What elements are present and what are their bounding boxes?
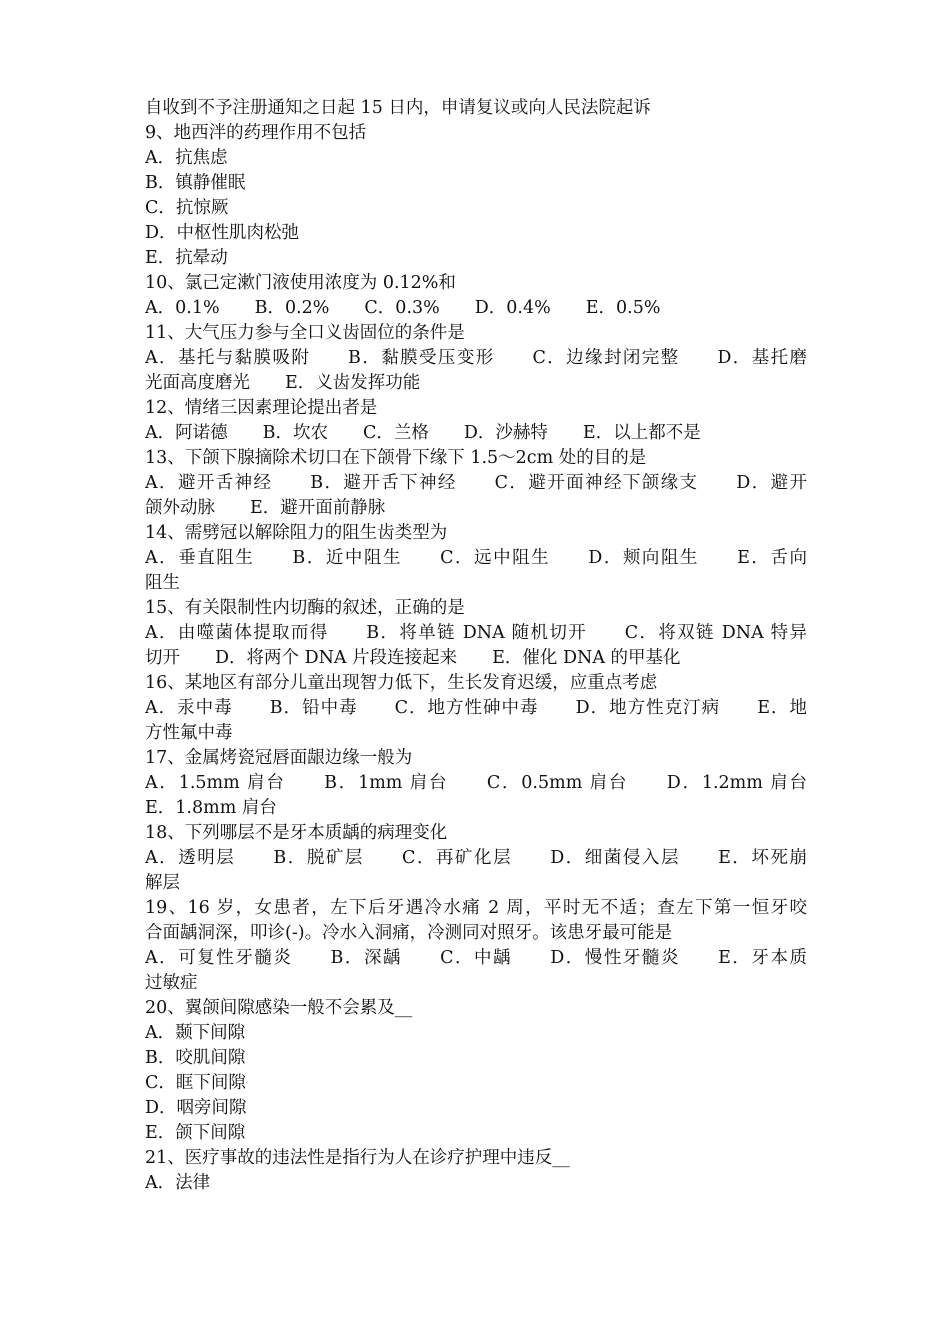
option-line: 解层 [145,873,180,893]
option-line: C．抗惊厥 [145,198,229,218]
option-line: 阻生 [145,573,180,593]
option-line: B．镇静催眠 [145,173,246,193]
question-17: 17、金属烤瓷冠唇面龈边缘一般为 [145,748,413,768]
option-line: E．1.8mm 肩台 [145,798,277,818]
option-line: A．避开舌神经 B．避开舌下神经 C．避开面神经下颌缘支 D．避开 [145,473,807,493]
option-line: A．1.5mm 肩台 B．1mm 肩台 C．0.5mm 肩台 D．1.2mm 肩台 [145,773,807,793]
option-line: 切开 D．将两个 DNA 片段连接起来 E．催化 DNA 的甲基化 [145,648,681,668]
option-line: E．颌下间隙 [145,1123,246,1143]
question-14: 14、需劈冠以解除阻力的阻生齿类型为 [145,523,448,543]
option-line: A．汞中毒 B．铅中毒 C．地方性砷中毒 D．地方性克汀病 E．地 [145,698,807,718]
option-line: E．抗晕动 [145,248,228,268]
option-line: A．可复性牙髓炎 B．深龋 C．中龋 D．慢性牙髓炎 E．牙本质 [145,948,807,968]
option-line: C．眶下间隙 [145,1073,246,1093]
option-line: 过敏症 [145,973,198,993]
question-18: 18、下列哪层不是牙本质龋的病理变化 [145,823,448,843]
option-line: A．阿诺德 B．坎农 C．兰格 D．沙赫特 E．以上都不是 [145,423,701,443]
option-line: D．咽旁间隙 [145,1098,247,1118]
question-10: 10、氯己定漱门液使用浓度为 0.12%和 [145,273,456,293]
page-content [145,96,807,1196]
option-line: A．抗焦虑 [145,148,228,168]
question-11: 11、大气压力参与全口义齿固位的条件是 [145,323,465,343]
option-line: A．颞下间隙 [145,1023,246,1043]
option-line: A．透明层 B．脱矿层 C．再矿化层 D．细菌侵入层 E．坏死崩 [145,848,807,868]
question-19-cont: 合面龋洞深，叩诊(-)。冷水入洞痛，冷测同对照牙。该患牙最可能是 [145,923,673,943]
question-15: 15、有关限制性内切酶的叙述，正确的是 [145,598,465,618]
option-line: A．法律 [145,1173,211,1193]
question-13: 13、下颌下腺摘除术切口在下颌骨下缘下 1.5～2cm 处的目的是 [145,448,647,468]
option-line: 方性氟中毒 [145,723,233,743]
question-12: 12、情绪三因素理论提出者是 [145,398,378,418]
option-line: A．基托与黏膜吸附 B．黏膜受压变形 C．边缘封闭完整 D．基托磨 [145,348,807,368]
option-line: 颌外动脉 E．避开面前静脉 [145,498,386,518]
option-line: 光面高度磨光 E．义齿发挥功能 [145,373,421,393]
question-16: 16、某地区有部分儿童出现智力低下，生长发育迟缓，应重点考虑 [145,673,658,693]
option-line: A．垂直阻生 B．近中阻生 C．远中阻生 D．颊向阻生 E．舌向 [145,548,807,568]
option-line: A．0.1% B．0.2% C．0.3% D．0.4% E．0.5% [145,298,661,318]
option-line: A．由噬菌体提取而得 B．将单链 DNA 随机切开 C．将双链 DNA 特异 [145,623,807,643]
question-9: 9、地西泮的药理作用不包括 [145,123,367,143]
option-line: B．咬肌间隙 [145,1048,246,1068]
question-20: 20、翼颌间隙感染一般不会累及__ [145,998,413,1018]
text-line: 自收到不予注册通知之日起 15 日内，申请复议或向人民法院起诉 [145,98,651,118]
question-19: 19、16 岁，女患者，左下后牙遇冷水痛 2 周，平时无不适；查左下第一恒牙咬 [145,898,807,918]
question-21: 21、医疗事故的违法性是指行为人在诊疗护理中违反__ [145,1148,570,1168]
option-line: D．中枢性肌肉松弛 [145,223,300,243]
